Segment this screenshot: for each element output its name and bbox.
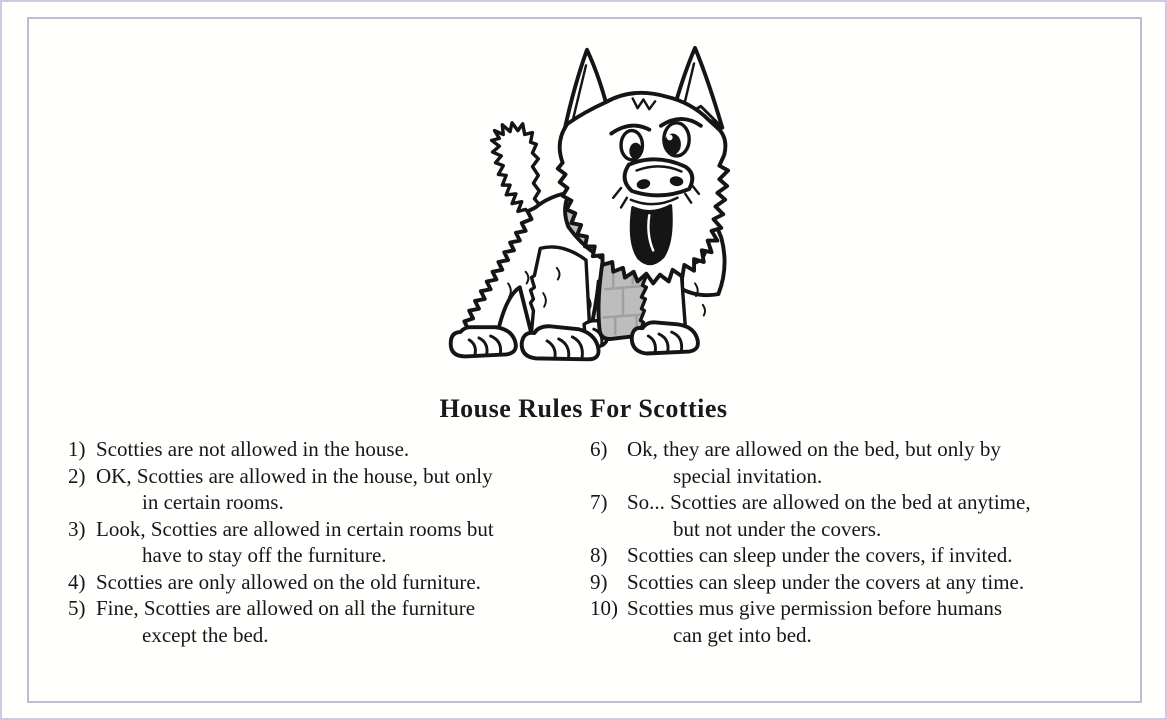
rule-item xyxy=(590,542,1137,569)
rule-number: 7) xyxy=(590,490,608,514)
rule-number: 9) xyxy=(590,569,608,594)
page-title: House Rules For Scotties xyxy=(439,394,728,423)
rule-text xyxy=(96,463,590,516)
rule-line: Scotties are not allowed in the house. xyxy=(96,437,410,461)
rule-item xyxy=(590,489,1137,542)
dog-paw-front-left xyxy=(522,326,599,359)
rule-item xyxy=(590,569,1137,596)
rule-number: 3) xyxy=(68,516,86,541)
rule-text xyxy=(627,489,1137,542)
rule-line: but not under the covers. xyxy=(673,516,882,541)
rule-text xyxy=(96,436,590,463)
rule-line: Scotties can sleep under the covers at any time. xyxy=(627,569,1025,594)
rule-text xyxy=(627,436,1137,489)
rule-text xyxy=(96,569,590,596)
scottie-illustration xyxy=(440,42,732,373)
rule-item xyxy=(68,463,590,516)
rule-line: have to stay off the furniture. xyxy=(142,543,387,567)
rule-item xyxy=(68,436,590,463)
rule-line: Look, Scotties are allowed in certain rooms but xyxy=(96,516,494,541)
rule-line: Scotties mus give permission before humans xyxy=(627,596,1003,620)
rule-number: 8) xyxy=(590,543,608,567)
rule-line: in certain rooms. xyxy=(142,490,284,514)
rule-line: special invitation. xyxy=(673,463,823,488)
rule-number: 4) xyxy=(68,569,86,594)
dog-pupil-right xyxy=(664,134,681,155)
rule-line: Ok, they are allowed on the bed, but only by xyxy=(627,437,1001,461)
rule-item xyxy=(68,595,590,648)
rule-line: can get into bed. xyxy=(673,622,812,647)
rule-text xyxy=(627,542,1137,569)
dog-tail-icon xyxy=(492,123,542,218)
rule-text xyxy=(627,595,1137,648)
rule-number: 10) xyxy=(590,596,618,620)
rules-column-left xyxy=(68,436,590,648)
rule-item xyxy=(590,595,1137,648)
rule-number: 6) xyxy=(590,437,608,461)
rule-item xyxy=(590,436,1137,489)
rule-text xyxy=(96,595,590,648)
dog-tongue-icon xyxy=(631,206,671,264)
rule-number: 2) xyxy=(68,463,86,488)
scottie-dog-drawing xyxy=(440,42,732,373)
rule-item xyxy=(68,569,590,596)
dog-pupil-left xyxy=(629,143,642,160)
rule-item xyxy=(68,516,590,569)
rule-text xyxy=(627,569,1137,596)
rule-line: So... Scotties are allowed on the bed at anytime, xyxy=(627,490,1031,514)
rules-columns xyxy=(68,436,1137,648)
rule-line: Scotties can sleep under the covers, if invited. xyxy=(627,543,1013,567)
rule-number: 1) xyxy=(68,437,86,461)
dog-eye-highlight xyxy=(667,135,673,141)
dog-nose-icon xyxy=(625,159,693,195)
rule-text xyxy=(96,516,590,569)
rule-line: OK, Scotties are allowed in the house, but only xyxy=(96,463,493,488)
rule-line: Scotties are only allowed on the old furniture. xyxy=(96,569,481,594)
rule-number: 5) xyxy=(68,596,86,620)
rule-line: except the bed. xyxy=(142,622,269,647)
rule-line: Fine, Scotties are allowed on all the furniture xyxy=(96,596,476,620)
rules-column-right xyxy=(590,436,1137,648)
